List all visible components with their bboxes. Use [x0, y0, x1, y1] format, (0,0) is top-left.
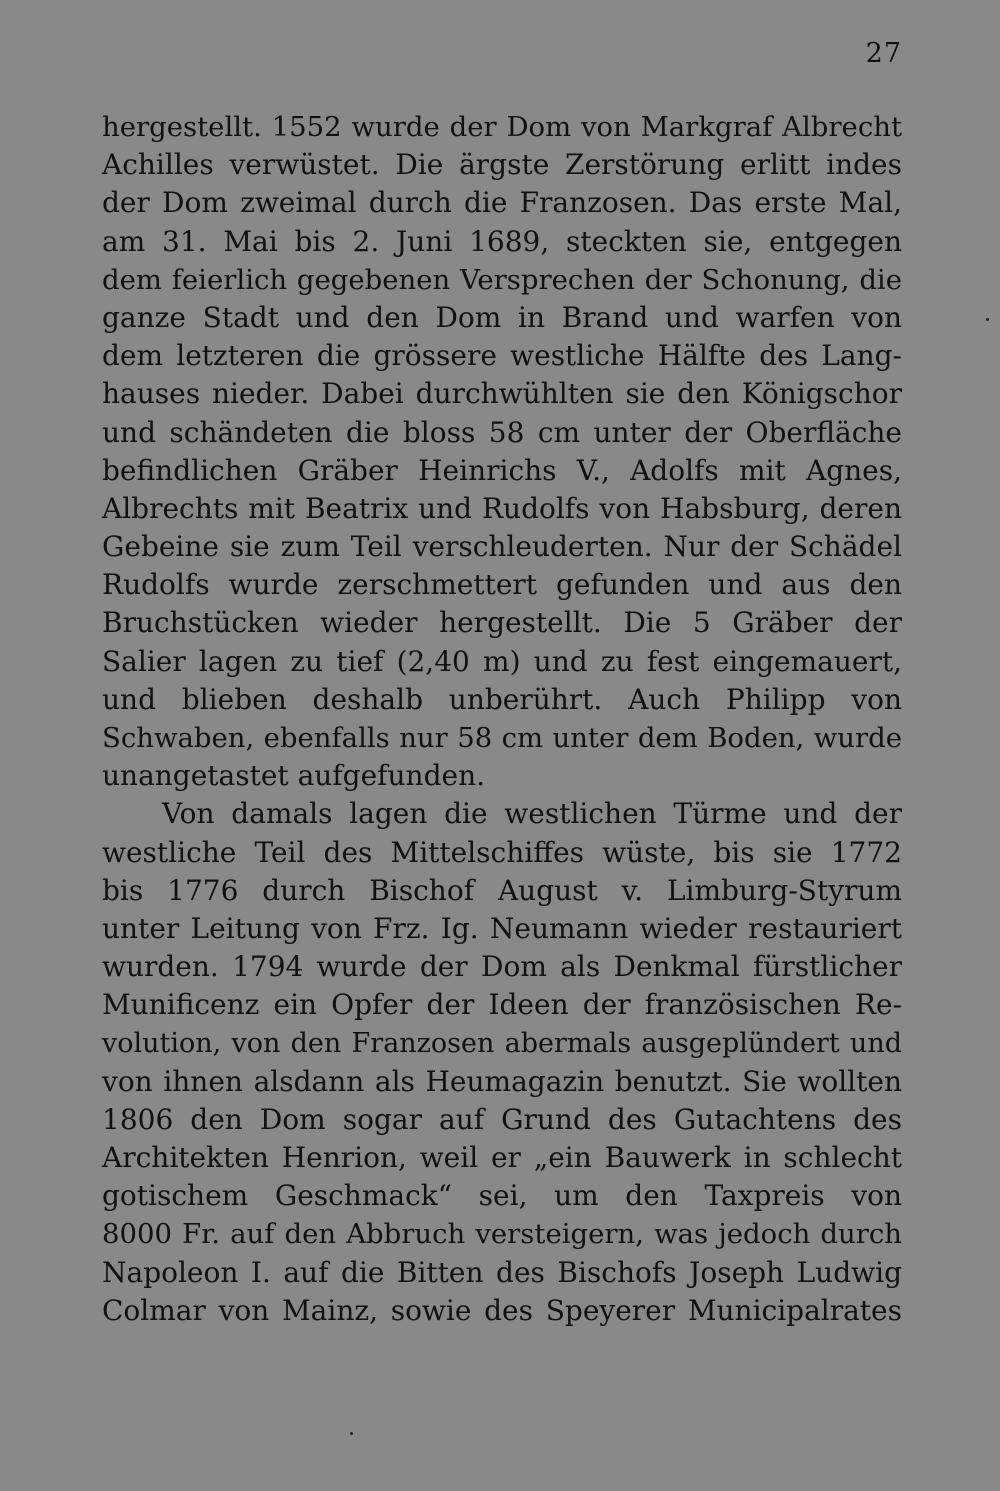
text-line: Napoleon I. auf die Bitten des Bischofs Joseph Ludwig	[102, 1255, 902, 1289]
text-line: und blieben deshalb unberührt. Auch Philipp von	[102, 682, 902, 716]
scan-speck	[986, 318, 989, 321]
text-line: dem letzteren die grössere westliche Hälfte des Lang-	[102, 339, 902, 373]
text-line: Schwaben, ebenfalls nur 58 cm unter dem Boden, wurde	[102, 722, 902, 754]
text-line: Architekten Henrion, weil er „ein Bauwerk in schlecht	[102, 1141, 902, 1175]
text-line: westliche Teil des Mittelschiffes wüste, bis sie 1772	[102, 835, 902, 869]
text-line: volution, von den Franzosen abermals ausgeplündert und	[102, 1027, 902, 1059]
text-line: und schändeten die bloss 58 cm unter der Oberfläche	[102, 415, 902, 449]
text-line: Bruchstücken wieder hergestellt. Die 5 Gräber der	[102, 606, 902, 640]
text-line: Albrechts mit Beatrix und Rudolfs von Habsburg, deren	[102, 491, 902, 525]
text-line: gotischem Geschmack“ sei, um den Taxpreis von	[102, 1179, 902, 1213]
text-line: Munificenz ein Opfer der Ideen der französischen Re-	[102, 988, 902, 1022]
text-line: wurden. 1794 wurde der Dom als Denkmal fürstlicher	[102, 950, 902, 984]
text-line: unangetastet aufgefunden.	[102, 759, 486, 793]
text-line: hauses nieder. Dabei durchwühlten sie den Königschor	[102, 377, 902, 411]
text-line: Gebeine sie zum Teil verschleuderten. Nur der Schädel	[102, 530, 902, 564]
paragraph-2	[102, 795, 902, 1330]
text-line: der Dom zweimal durch die Franzosen. Das erste Mal,	[102, 186, 902, 220]
text-line: unter Leitung von Frz. Ig. Neumann wieder restauriert	[102, 911, 902, 945]
text-line: 8000 Fr. auf den Abbruch versteigern, was jedoch durch	[102, 1218, 902, 1251]
text-line: Salier lagen zu tief (2,40 m) und zu fest eingemauert,	[102, 644, 902, 678]
text-line: am 31. Mai bis 2. Juni 1689, steckten sie, entgegen	[102, 224, 902, 258]
page-number: 27	[865, 38, 902, 69]
text-line: von ihnen alsdann als Heumagazin benutzt. Sie wollten	[102, 1064, 902, 1098]
scan-speck	[350, 1432, 353, 1435]
text-line: hergestellt. 1552 wurde der Dom von Markgraf Albrecht	[102, 111, 902, 143]
text-line: Colmar von Mainz, sowie des Speyerer Municipalrates	[102, 1293, 902, 1327]
text-line: Rudolfs wurde zerschmettert gefunden und aus den	[102, 568, 902, 602]
text-line: bis 1776 durch Bischof August v. Limburg-Styrum	[102, 873, 902, 907]
text-line: Achilles verwüstet. Die ärgste Zerstörung erlitt indes	[102, 148, 902, 182]
body-text	[102, 108, 902, 1330]
text-line: befindlichen Gräber Heinrichs V., Adolfs mit Agnes,	[102, 453, 902, 487]
text-line: ganze Stadt und den Dom in Brand und warfen von	[102, 300, 902, 334]
paragraph-1	[102, 108, 902, 795]
text-line: dem feierlich gegebenen Versprechen der Schonung, die	[102, 263, 902, 296]
text-line: 1806 den Dom sogar auf Grund des Gutachtens des	[102, 1102, 902, 1136]
text-line: Von damals lagen die westlichen Türme und der	[162, 797, 902, 831]
